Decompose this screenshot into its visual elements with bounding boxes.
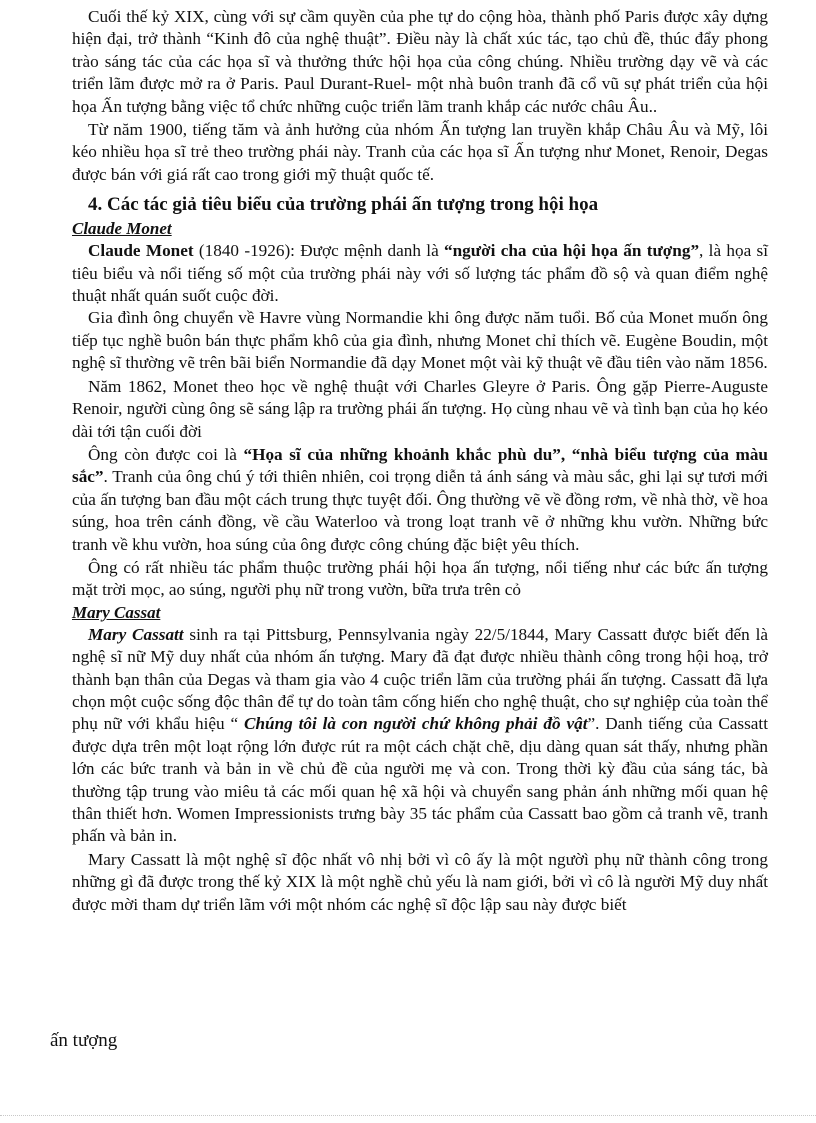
monet-paragraph-2: Gia đình ông chuyển về Havre vùng Normandie khi ông được năm tuổi. Bố của Monet muốn ông tiếp tục nghề buôn bán thực phẩm khô của gia đình, nhưng Monet chỉ thích vẽ. Eugène Boudin, một nghệ sĩ thường vẽ trên bãi biển Normandie đã dạy Monet một vài kỹ thuật vẽ đầu tiên vào năm 1856. — [72, 308, 768, 373]
monet-p4-quote: “Họa sĩ của những khoảnh khắc phù du”, “nhà biểu tượng của màu sắc” — [72, 444, 768, 487]
document-page — [72, 6, 768, 916]
intro-paragraph-2: Từ năm 1900, tiếng tăm và ảnh hưởng của nhóm Ấn tượng lan truyền khắp Châu Âu và Mỹ, lôi kéo nhiều họa sĩ trẻ theo trường phái này. Tranh của các họa sĩ Ấn tượng như Monet, Renoir, Degas được bán với giá rất cao trong giới mỹ thuật quốc tế. — [72, 120, 768, 184]
monet-paragraph-3: Năm 1862, Monet theo học về nghệ thuật với Charles Gleyre ở Paris. Ông gặp Pierre-Auguste Renoir, người cùng ông sẽ sáng lập ra trường phái ấn tượng. Họ cùng nhau vẽ và tình bạn của họ kéo dài tới tận cuối đời — [72, 376, 768, 441]
page-bottom-divider — [0, 1115, 816, 1116]
cassatt-p1-text-a: sinh ra tại Pittsburg, Pennsylvania ngày 22/5/1844, Mary Cassatt được biết đến là nghệ sĩ nữ Mỹ duy nhất của nhóm ấn tượng. Mary đã đạt được nhiều thành công trong hội hoạ, trở thành bạn thân của Degas và tham gia vào 4 cuộc triển lãm của trường phái ấn tượng. Cassatt đã lựa chọn một cuộc sống độc thân để tự do toàn tâm cống hiến cho nghệ thuật, cho sự nghiệp của toàn thể phụ nữ với khẩu hiệu “ — [72, 624, 768, 734]
intro-paragraph-1: Cuối thế kỷ XIX, cùng với sự cầm quyền của phe tự do cộng hòa, thành phố Paris được xây dựng hiện đại, trở thành “Kinh đô của nghệ thuật”. Điều này là chất xúc tác, tạo chủ đề, thúc đẩy phong trào sáng tác của các họa sĩ và thưởng thức hội họa của công chúng. Nhiều trường dạy vẽ và các triển lãm được mở ra ở Paris. Paul Durant-Ruel- một nhà buôn tranh đã cổ vũ sự phát triển của hội họa Ấn tượng bằng việc tổ chức những cuộc triển lãm tranh khắp các nước châu Âu.. — [72, 7, 768, 116]
monet-paragraph-1 — [72, 240, 768, 307]
trailing-text: ấn tượng — [50, 1030, 118, 1051]
cassatt-p1-text-b: ”. Danh tiếng của Cassatt được dựa trên một loạt rộng lớn được rút ra một cách chặt chẽ, dịu dàng quan sát thấy, nhưng phần lớn các bức tranh và bản in về chủ đề của người mẹ và con. Trong thời kỳ đầu của sáng tác, bà thường tập trung vào miêu tả các mối quan hệ xã hội và chuyển sang phản ánh những mối quan hệ thân thiết hơn. Women Impressionists trưng bày 35 tác phẩm của Cassatt bao gồm cả tranh vẽ, tranh phấn và bản in. — [72, 714, 768, 846]
cassatt-paragraph-2: Mary Cassatt là một nghệ sĩ độc nhất vô nhị bởi vì cô ấy là một ngườì phụ nữ thành công trong những gì đã được trong thế kỷ XIX là một nghề chủ yếu là nam giới, bởi vì cô là người Mỹ duy nhất được mời tham dự triển lãm với một nhóm các nghệ sĩ độc lập sau này được biết — [72, 849, 768, 914]
cassatt-name: Mary Cassatt — [88, 624, 184, 644]
monet-p1-text-a: (1840 -1926): Được mệnh danh là — [193, 241, 445, 261]
monet-p4-text-a: Ông còn được coi là — [88, 444, 244, 464]
section-heading: 4. Các tác giả tiêu biểu của trường phái ấn tượng trong hội họa — [88, 194, 599, 216]
monet-p1-text-b: , là họa sĩ tiêu biểu và nổi tiếng số một của trường phái này với số lượng tác phẩm đồ sộ và quan điểm nghệ thuật nhất quán suốt cuộc đời. — [72, 241, 769, 306]
monet-name: Claude Monet — [88, 241, 194, 261]
subheading-claude-monet: Claude Monet — [72, 219, 172, 239]
cassatt-paragraph-1 — [72, 624, 768, 848]
monet-quote: “người cha của hội họa ấn tượng” — [444, 241, 700, 261]
monet-paragraph-5: Ông có rất nhiều tác phẩm thuộc trường phái hội họa ấn tượng, nổi tiếng như các bức ấn tượng mặt trời mọc, ao súng, người phụ nữ trong vườn, bữa trưa trên cỏ — [72, 557, 768, 600]
subheading-mary-cassat: Mary Cassat — [72, 602, 161, 622]
cassatt-slogan: Chúng tôi là con người chứ không phải đồ vật — [244, 714, 588, 734]
monet-paragraph-4 — [72, 444, 768, 556]
monet-p4-text-b: . Tranh của ông chú ý tới thiên nhiên, coi trọng diễn tả ánh sáng và màu sắc, ghi lại sự tươi mới của ấn tượng ban đầu một cách trung thực tuyệt đối. Ông thường vẽ về đồng rơm, về nhà thờ, về hoa súng, hoa trên cánh đồng, về cầu Waterloo và trong loạt tranh vẽ ở những khu vườn. Những bức tranh về khu vườn, hoa súng của ông được công chúng đặc biệt yêu thích. — [72, 467, 768, 554]
